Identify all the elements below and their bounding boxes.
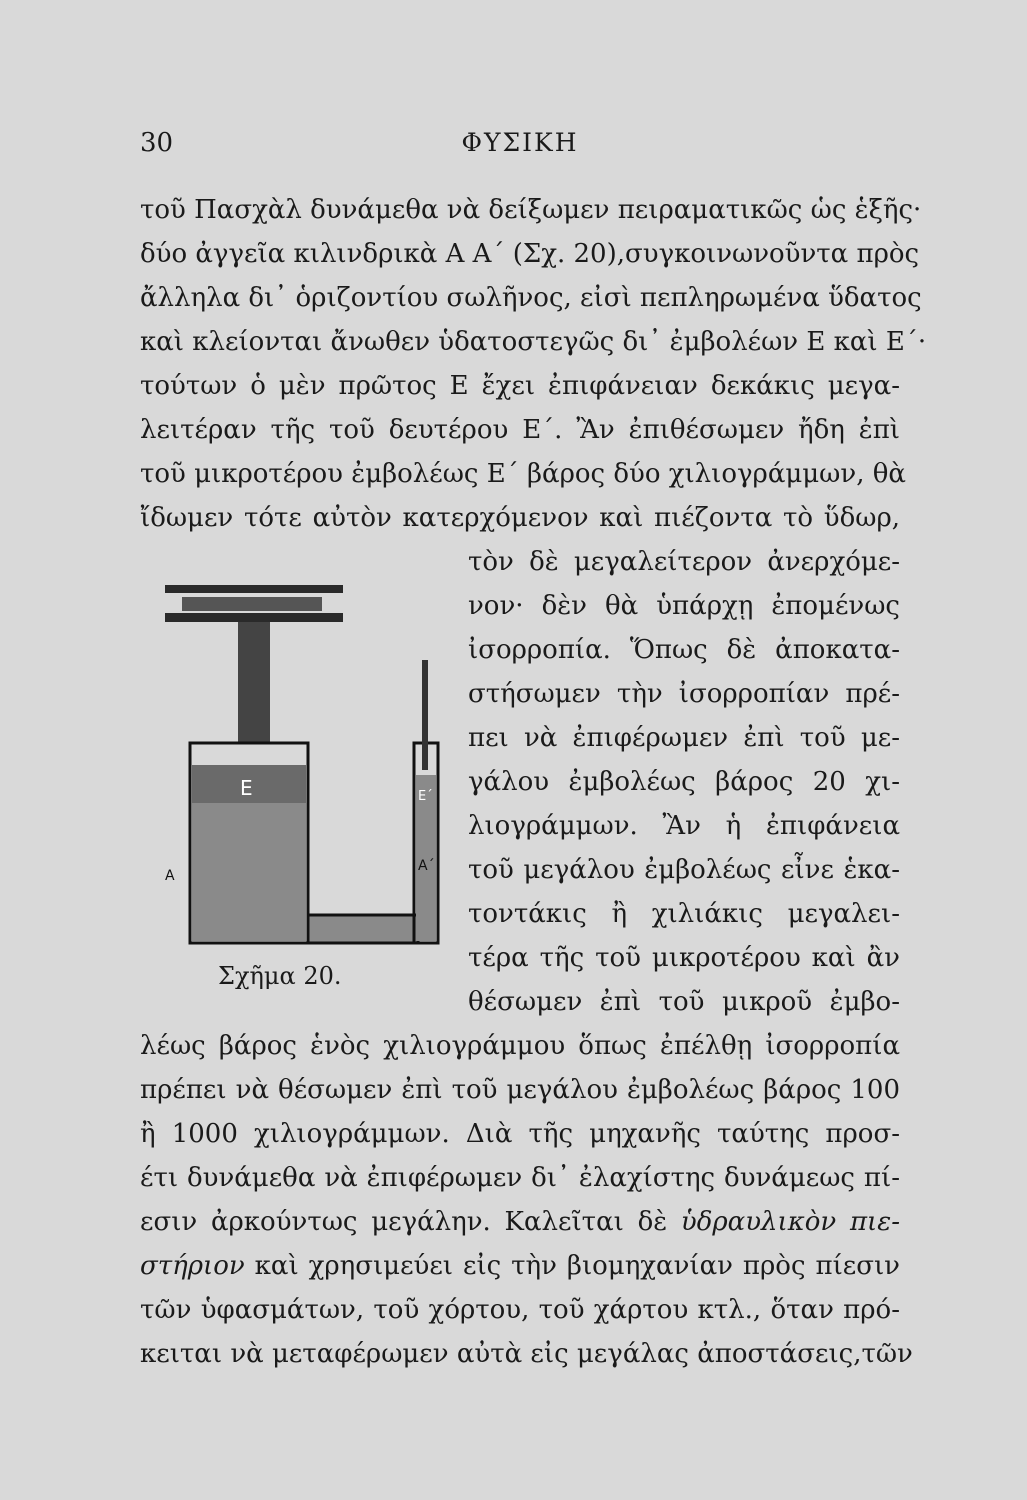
label-E: E (240, 776, 253, 800)
piston-rod (238, 622, 270, 742)
text-line: έτι δυνάμεθα νὰ ἐπιφέρωμεν δι᾽ ἐλαχίστης δυνάμεως πί- (140, 1163, 900, 1193)
label-A: A (165, 868, 175, 884)
book-stack (182, 597, 322, 611)
text-line: δύο ἀγγεῖα κιλινδρικὰ Α Α΄ (Σχ. 20),συγκοινωνοῦντα πρὸς (140, 239, 920, 269)
bottom-plate (165, 613, 343, 622)
connecting-tube (308, 915, 418, 943)
text-line: ἰσορροπία. Ὅπως δὲ ἀποκατα- (468, 635, 900, 665)
text-line: κειται νὰ μεταφέρωμεν αὐτὰ εἰς μεγάλας ἀποστάσεις,τῶν (140, 1339, 913, 1369)
text-line: τοῦ Πασχὰλ δυνάμεθα νὰ δείξωμεν πειραματικῶς ὡς ἑξῆς· (140, 195, 922, 225)
italic-term: πιε- (836, 1207, 900, 1237)
text-line: ἴδωμεν τότε αὐτὸν κατερχόμενον καὶ πιέζοντα τὸ ὕδωρ, (140, 503, 900, 533)
label-E-prime: E΄ (418, 789, 433, 804)
text-line (140, 1244, 900, 1288)
small-piston-rod (422, 660, 428, 770)
label-A-prime: A΄ (418, 858, 435, 874)
text-line: τοντάκις ἢ χιλιάκις μεγαλει- (468, 899, 900, 929)
text-line: τούτων ὁ μὲν πρῶτος Ε ἔχει ἐπιφάνειαν δεκάκις μεγα- (140, 371, 900, 401)
top-plate (165, 585, 343, 593)
text-line: λέως βάρος ἑνὸς χιλιογράμμου ὅπως ἐπέλθῃ ἰσορροπία (140, 1031, 900, 1061)
page-header (140, 128, 900, 168)
text-line: τοῦ μεγάλου ἐμβολέως εἶνε ἑκα- (468, 855, 900, 885)
text-span: καὶ χρησιμεύει εἰς τὴν βιομηχανίαν πρὸς πίεσιν (244, 1251, 900, 1281)
text-line (140, 1200, 900, 1244)
text-line: λειτέραν τῆς τοῦ δευτέρου Ε΄. Ἂν ἐπιθέσωμεν ἤδη ἐπὶ (140, 415, 900, 445)
italic-term: ὑδραυλικὸν (680, 1207, 837, 1237)
text-line: τὸν δὲ μεγαλείτερον ἀνερχόμε- (468, 547, 900, 577)
text-span: εσιν ἀρκούντως μεγάλην. Καλεῖται δὲ (140, 1207, 681, 1237)
italic-term: στήριον (140, 1251, 245, 1281)
text-line: πρέπει νὰ θέσωμεν ἐπὶ τοῦ μεγάλου ἐμβολέως βάρος 100 (140, 1075, 900, 1105)
text-line: λιογράμμων. Ἂν ἡ ἐπιφάνεια (468, 811, 900, 841)
text-line: γάλου ἐμβολέως βάρος 20 χι- (468, 767, 900, 797)
text-line: τοῦ μικροτέρου ἐμβολέως Ε΄ βάρος δύο χιλιογράμμων, θὰ (140, 459, 906, 489)
text-line: καὶ κλείονται ἄνωθεν ὑδατοστεγῶς δι᾽ ἐμβολέων Ε καὶ Ε΄· (140, 327, 927, 357)
text-line: θέσωμεν ἐπὶ τοῦ μικροῦ ἐμβο- (468, 987, 900, 1017)
page-title: ΦΥΣΙΚΗ (461, 128, 579, 157)
text-line: τέρα τῆς τοῦ μικροτέρου καὶ ἂν (468, 943, 900, 973)
text-line: πει νὰ ἐπιφέρωμεν ἐπὶ τοῦ με- (468, 723, 900, 753)
figure-caption: Σχῆμα 20. (218, 962, 342, 990)
hydraulic-press-figure (150, 575, 450, 955)
text-line: νον· δὲν θὰ ὑπάρχῃ ἐπομένως (468, 591, 900, 621)
text-line: ἢ 1000 χιλιογράμμων. Διὰ τῆς μηχανῆς ταύτης προσ- (140, 1119, 900, 1149)
page-number: 30 (140, 128, 174, 158)
water-large (192, 803, 306, 941)
text-line: τῶν ὑφασμάτων, τοῦ χόρτου, τοῦ χάρτου κτλ., ὅταν πρό- (140, 1295, 900, 1325)
text-line: στήσωμεν τὴν ἰσορροπίαν πρέ- (468, 679, 900, 709)
text-line: ἄλληλα δι᾽ ὁριζοντίου σωλῆνος, εἰσὶ πεπληρωμένα ὕδατος (140, 283, 922, 313)
